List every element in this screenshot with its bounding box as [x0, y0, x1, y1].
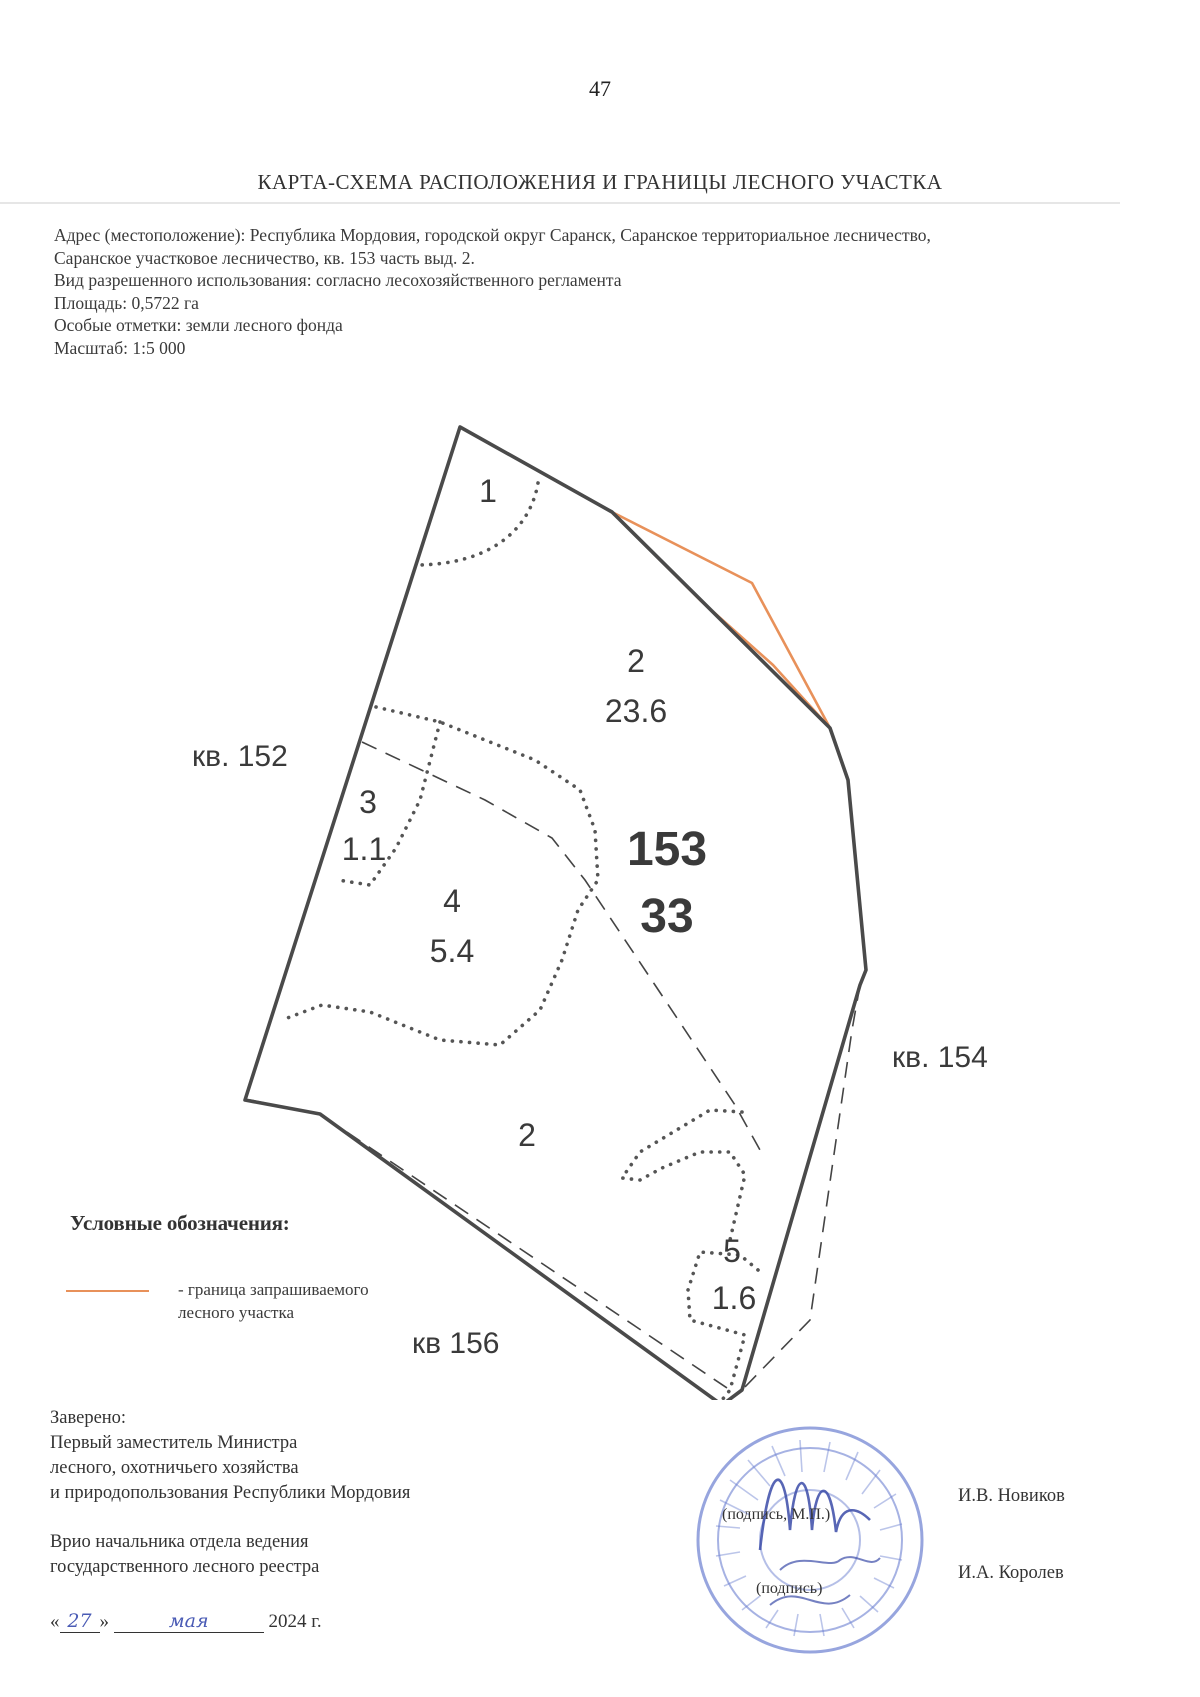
plot-label: 5 — [723, 1233, 741, 1269]
page-number: 47 — [589, 76, 611, 101]
plot-area-label: 23.6 — [604, 693, 668, 729]
address-line-1: Адрес (местоположение): Республика Мордовия, городской округ Саранск, Саранское территориальное лесничество, — [54, 225, 931, 245]
date-day: 27 — [60, 1610, 100, 1633]
position-1-line-3: и природопользования Республики Мордовия — [50, 1483, 411, 1503]
date-line — [50, 1610, 322, 1633]
date-open-quote: « — [50, 1611, 60, 1632]
title-divider — [0, 202, 1120, 204]
legend-description — [178, 1278, 468, 1324]
position-2-block — [50, 1530, 610, 1580]
position-1-line-2: лесного, охотничьего хозяйства — [50, 1458, 299, 1478]
signature-caption-1: (подпись, М.П.) — [722, 1506, 831, 1523]
legend-text-line-2: лесного участка — [178, 1303, 295, 1322]
scale: Масштаб: 1:5 000 — [54, 337, 186, 358]
permitted-use: Вид разрешенного использования: согласно лесохозяйственного регламента — [54, 270, 622, 290]
quarter-number: 153 — [626, 823, 708, 876]
plot-area-label: 1.1 — [341, 831, 387, 867]
signature-caption-2: (подпись) — [756, 1580, 823, 1597]
position-2-line-2: государственного лесного реестра — [50, 1557, 320, 1577]
area: Площадь: 0,5722 га — [54, 292, 199, 313]
neighbor-kv152: кв. 152 — [192, 740, 288, 773]
neighbor-kv154: кв. 154 — [892, 1041, 988, 1074]
info-block — [54, 224, 1134, 359]
neighbor-kv156: кв 156 — [412, 1327, 500, 1360]
plot-5-contour — [622, 1110, 745, 1240]
date-close-quote: » — [99, 1611, 109, 1632]
position-1-line-1: Первый заместитель Министра — [50, 1433, 298, 1453]
official-seal — [690, 1420, 930, 1660]
date-month: мая — [114, 1610, 264, 1633]
forest-plot-map — [0, 400, 1200, 1400]
plot-label: 2 — [627, 643, 645, 679]
special-notes: Особые отметки: земли лесного фонда — [54, 315, 343, 335]
plot-label: 1 — [479, 473, 497, 509]
certification-block — [50, 1406, 610, 1506]
signer-1-name: И.В. Новиков — [958, 1486, 1065, 1506]
plot-area-label: 5.4 — [429, 933, 475, 969]
legend-title: Условные обозначения: — [70, 1211, 290, 1235]
legend-text-line-1: - граница запрашиваемого — [178, 1280, 369, 1299]
plot-area-label: 1.6 — [711, 1280, 757, 1316]
position-2-line-1: Врио начальника отдела ведения — [50, 1532, 309, 1552]
certified-label: Заверено: — [50, 1408, 127, 1428]
plot-label: 4 — [443, 883, 461, 919]
date-year: 2024 г. — [268, 1611, 322, 1632]
quarter-area: 33 — [640, 890, 694, 943]
signer-2-name: И.А. Королев — [958, 1563, 1064, 1583]
plot-label: 2 — [518, 1117, 536, 1153]
plot-5-inner — [688, 1252, 758, 1400]
dashed-line-diagonal — [362, 742, 760, 1150]
address-line-2: Саранское участковое лесничество, кв. 153 часть выд. 2. — [54, 247, 475, 268]
document-title: КАРТА-СХЕМА РАСПОЛОЖЕНИЯ И ГРАНИЦЫ ЛЕСНОГО УЧАСТКА — [257, 170, 943, 194]
quarter-outline — [245, 427, 866, 1400]
plot-label: 3 — [359, 784, 377, 820]
plot-1-contour — [415, 483, 538, 565]
legend-orange-line — [66, 1290, 149, 1292]
plot-3-4-contour — [282, 707, 598, 1045]
